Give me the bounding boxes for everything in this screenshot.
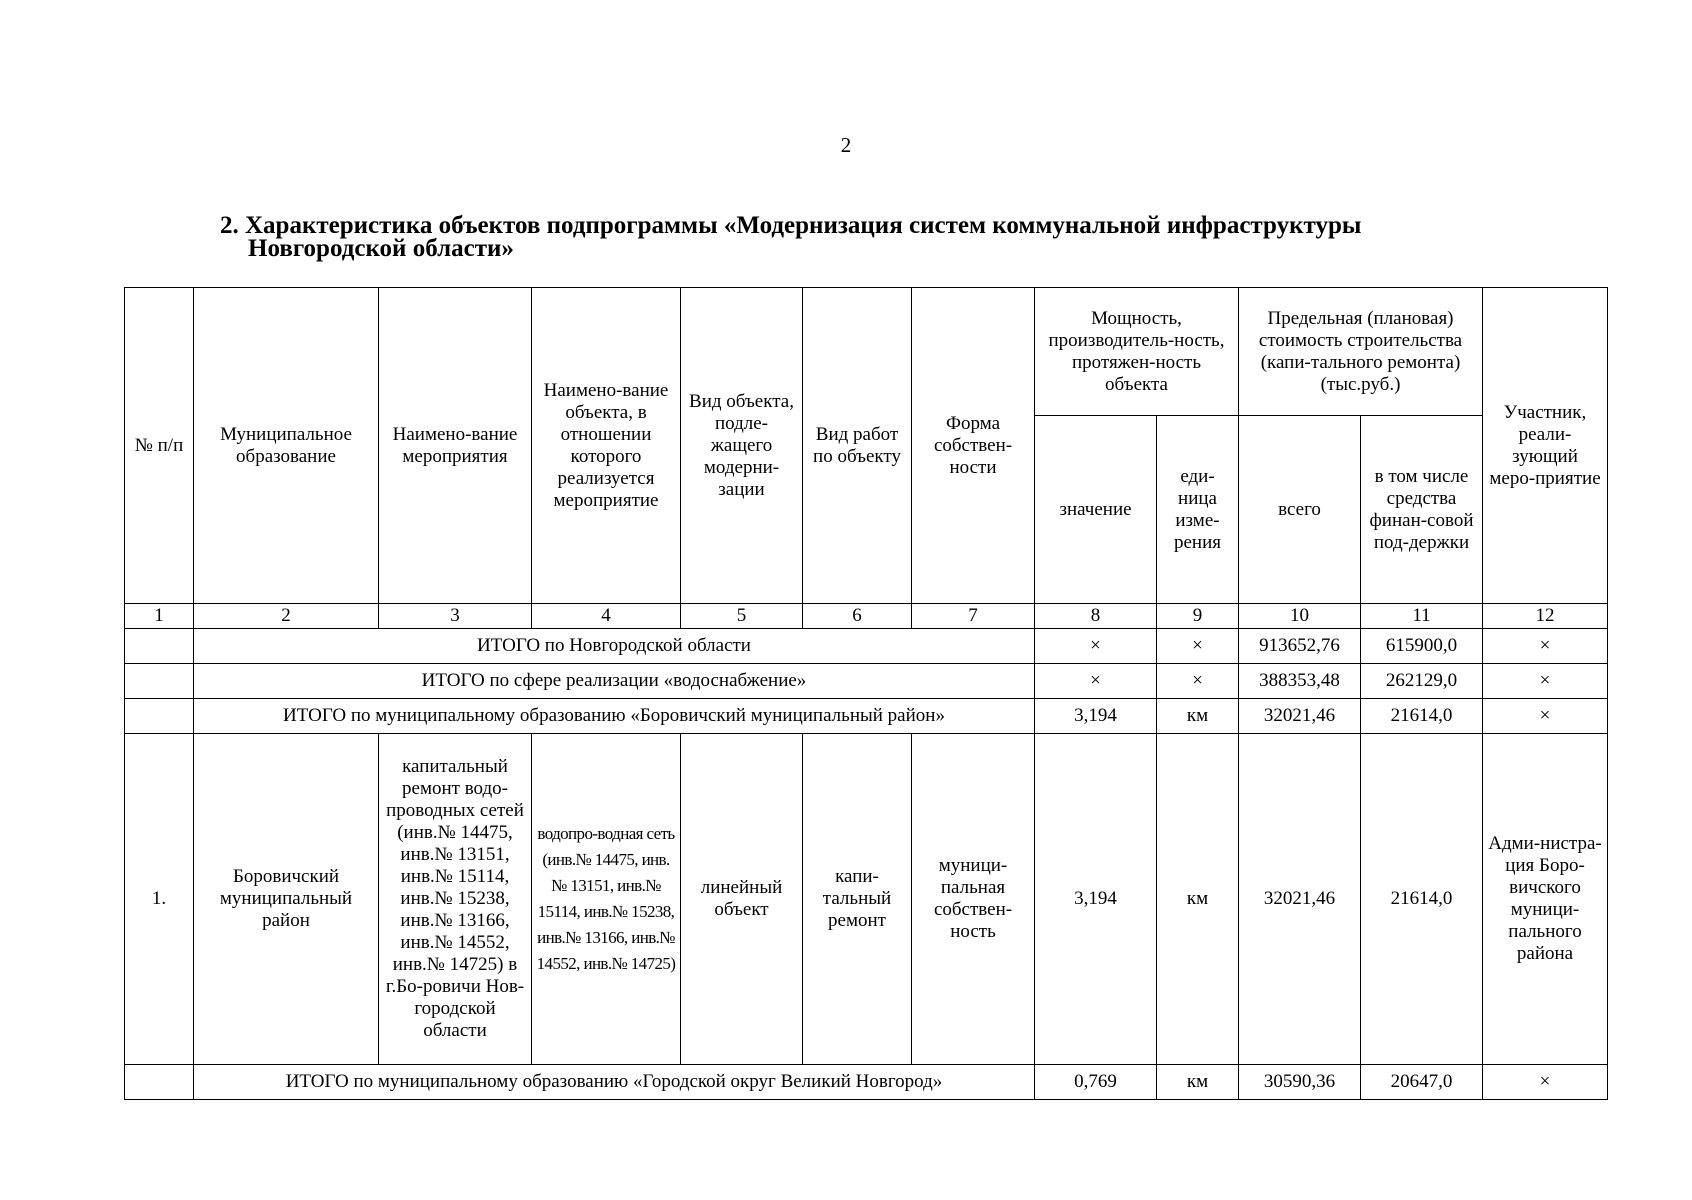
summary-participant: × [1483, 699, 1608, 734]
column-number: 3 [379, 604, 532, 629]
header-object-name: Наимено-вание объекта, в отношении которого реализуется мероприятие [532, 288, 681, 604]
summary-row-novgorod [125, 1065, 1608, 1100]
header-capacity-unit: еди-ница изме-рения [1157, 416, 1239, 604]
summary-unit: км [1157, 1065, 1239, 1100]
summary-label: ИТОГО по Новгородской области [194, 629, 1035, 664]
summary-support: 262129,0 [1361, 664, 1483, 699]
summary-row-region [125, 629, 1608, 664]
summary-total: 30590,36 [1239, 1065, 1361, 1100]
column-number: 7 [912, 604, 1035, 629]
header-municipality: Муниципальное образование [194, 288, 379, 604]
summary-label: ИТОГО по сфере реализации «водоснабжение» [194, 664, 1035, 699]
column-number: 4 [532, 604, 681, 629]
row-total: 32021,46 [1239, 734, 1361, 1065]
row-object-name: водопро-водная сеть (инв.№ 14475, инв.№ 13151, инв.№ 15114, инв.№ 15238, инв.№ 13166, инв.№ 14552, инв.№ 14725) [532, 734, 681, 1065]
row-event-name: капитальный ремонт водо-проводных сетей (инв.№ 14475, инв.№ 13151, инв.№ 15114, инв.№ 15238, инв.№ 13166, инв.№ 14552, инв.№ 14725) в г.Бо-ровичи Нов-городской области [379, 734, 532, 1065]
summary-unit: × [1157, 629, 1239, 664]
summary-row-borovichi [125, 699, 1608, 734]
objects-table [124, 287, 1608, 1100]
column-number: 6 [803, 604, 912, 629]
header-object-type: Вид объекта, подле-жащего модерни-зации [681, 288, 803, 604]
column-numbers-row [125, 604, 1608, 629]
row-unit: км [1157, 734, 1239, 1065]
page-number: 2 [840, 133, 852, 157]
summary-row-water [125, 664, 1608, 699]
summary-support: 20647,0 [1361, 1065, 1483, 1100]
column-number: 5 [681, 604, 803, 629]
header-cost-support: в том числе средства финан-совой под-держки [1361, 416, 1483, 604]
column-number: 1 [125, 604, 194, 629]
summary-total: 388353,48 [1239, 664, 1361, 699]
summary-num-cell [125, 699, 194, 734]
summary-label: ИТОГО по муниципальному образованию «Городской округ Великий Новгород» [194, 1065, 1035, 1100]
row-participant: Адми-нистра-ция Боро-вичского муници-пального района [1483, 734, 1608, 1065]
summary-value: 3,194 [1035, 699, 1157, 734]
column-number: 9 [1157, 604, 1239, 629]
header-num: № п/п [125, 288, 194, 604]
page-title [220, 214, 1361, 260]
header-event-name: Наимено-вание мероприятия [379, 288, 532, 604]
title-line-1: 2. Характеристика объектов подпрограммы «Модернизация систем коммунальной инфраструктуры [220, 212, 1362, 239]
row-ownership: муници-пальная собствен-ность [912, 734, 1035, 1065]
summary-value: × [1035, 629, 1157, 664]
summary-num-cell [125, 664, 194, 699]
column-number: 2 [194, 604, 379, 629]
header-participant: Участник, реали-зующий меро-приятие [1483, 288, 1608, 604]
summary-participant: × [1483, 1065, 1608, 1100]
header-ownership: Форма собствен-ности [912, 288, 1035, 604]
row-support: 21614,0 [1361, 734, 1483, 1065]
header-cost-group: Предельная (плановая) стоимость строительства (капи-тального ремонта) (тыс.руб.) [1239, 288, 1483, 416]
header-work-type: Вид работ по объекту [803, 288, 912, 604]
header-row-1 [125, 288, 1608, 416]
summary-participant: × [1483, 629, 1608, 664]
column-number: 8 [1035, 604, 1157, 629]
row-num: 1. [125, 734, 194, 1065]
column-number: 12 [1483, 604, 1608, 629]
summary-num-cell [125, 629, 194, 664]
row-object-type: линейный объект [681, 734, 803, 1065]
row-value: 3,194 [1035, 734, 1157, 1065]
column-number: 10 [1239, 604, 1361, 629]
summary-support: 615900,0 [1361, 629, 1483, 664]
summary-participant: × [1483, 664, 1608, 699]
table-row [125, 734, 1608, 1065]
summary-unit: км [1157, 699, 1239, 734]
row-municipality: Боровичский муниципальный район [194, 734, 379, 1065]
summary-value: 0,769 [1035, 1065, 1157, 1100]
summary-total: 913652,76 [1239, 629, 1361, 664]
header-cost-total: всего [1239, 416, 1361, 604]
summary-total: 32021,46 [1239, 699, 1361, 734]
summary-value: × [1035, 664, 1157, 699]
column-number: 11 [1361, 604, 1483, 629]
summary-unit: × [1157, 664, 1239, 699]
summary-support: 21614,0 [1361, 699, 1483, 734]
title-line-2: Новгородской области» [248, 235, 514, 262]
summary-num-cell [125, 1065, 194, 1100]
row-work-type: капи-тальный ремонт [803, 734, 912, 1065]
summary-label: ИТОГО по муниципальному образованию «Боровичский муниципальный район» [194, 699, 1035, 734]
header-capacity-value: значение [1035, 416, 1157, 604]
header-capacity-group: Мощность, производитель-ность, протяжен-ность объекта [1035, 288, 1239, 416]
